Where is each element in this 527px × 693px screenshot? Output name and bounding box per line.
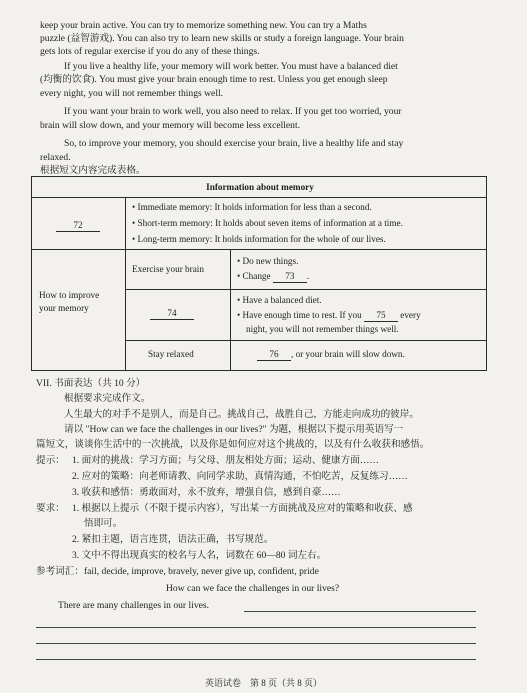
table-title: Information about memory xyxy=(206,182,314,192)
rest-row: • Have enough time to rest. If you 75 every xyxy=(237,310,421,320)
passage-line: relaxed. xyxy=(40,152,71,163)
passage-line: If you want your brain to work well, you also need to relax. If you get too worried, your xyxy=(64,106,402,117)
passage-line: If you live a healthy life, your memory will work better. You must have a balanced diet xyxy=(64,61,398,72)
answer-line[interactable] xyxy=(244,611,476,612)
hint-2: 2. 应对的策略：向老师请教、向同学求助，真情沟通，不怕吃苦，反复练习…… xyxy=(72,471,408,482)
page-footer: 英语试卷 第 8 页（共 8 页） xyxy=(204,678,322,688)
writing-prompt-1: 请以 "How can we face the challenges in our lives?" 为题，根据以下提示用英语写一 xyxy=(64,424,404,435)
passage-line: keep your brain active. You can try to memorize something new. You can try a Maths xyxy=(40,20,367,31)
requirement-label: 要求： xyxy=(36,503,65,514)
blank-72: 72 xyxy=(56,219,100,232)
essay-first-line: There are many challenges in our lives. xyxy=(58,600,210,611)
passage-line: brain will slow down, and your memory will become less excellent. xyxy=(40,120,301,131)
passage-line: gets lots of regular exercise if you do any of these things. xyxy=(40,46,260,57)
memory-type-long-term: • Long-term memory: It holds information for the whole of our lives. xyxy=(132,234,386,244)
blank-74: 74 xyxy=(150,307,194,320)
writing-intro: 人生最大的对手不是别人，而是自己。挑战自己，战胜自己，方能走向成功的彼岸。 xyxy=(64,409,419,420)
answer-line[interactable] xyxy=(36,627,476,628)
do-new-things: • Do new things. xyxy=(237,256,299,266)
answer-line[interactable] xyxy=(36,643,476,644)
passage-line: (均衡的饮食). You must give your brain enough time to rest. Unless you get enough sleep xyxy=(40,74,388,85)
requirement-1b: 悟即可。 xyxy=(84,518,123,529)
essay-title: How can we face the challenges in our lives? xyxy=(166,583,340,594)
vocabulary: 参考词汇：fail, decide, improve, bravely, never give up, confident, pride xyxy=(36,566,319,577)
rest-line-2: night, you will not remember things well. xyxy=(246,324,399,334)
memory-type-short-term: • Short-term memory: It holds about seven items of information at a time. xyxy=(132,218,403,228)
table-instruction: 根据短文内容完成表格。 xyxy=(40,165,146,176)
requirement-2: 2. 紧扣主题，语言连贯，语法正确，书写规范。 xyxy=(72,534,274,545)
hint-3: 3. 收获和感悟：勇敢面对，永不放弃，增强自信，感到自豪…… xyxy=(72,487,341,498)
passage-line: every night, you will not remember things well. xyxy=(40,88,224,99)
change-row: • Change 73 . xyxy=(237,271,310,281)
passage-line: puzzle (益智游戏). You can also try to learn new skills or study a foreign language. Your brain xyxy=(40,33,404,44)
requirement-3: 3. 文中不得出现真实的校名与人名，词数在 60—80 词左右。 xyxy=(72,550,327,561)
hint-1: 1. 面对的挑战：学习方面；与父母、朋友相处方面；运动、健康方面…… xyxy=(72,455,379,466)
requirement-1a: 1. 根据以上提示（不限于提示内容），写出某一方面挑战及应对的策略和收获、感 xyxy=(72,503,413,514)
hint-label: 提示： xyxy=(36,455,65,466)
exercise-label: Exercise your brain xyxy=(132,264,204,274)
balanced-diet: • Have a balanced diet. xyxy=(237,295,322,305)
passage-line: So, to improve your memory, you should exercise your brain, live a healthy life and stay xyxy=(64,138,404,149)
writing-prompt-2: 篇短文，谈谈你生活中的一次挑战，以及你是如何应对这个挑战的，以及有什么收获和感悟。 xyxy=(36,439,430,450)
relaxed-row: 76 , or your brain will slow down. xyxy=(257,348,405,361)
section-heading: VII. 书面表达（共 10 分） xyxy=(36,378,146,389)
writing-req: 根据要求完成作文。 xyxy=(64,393,151,404)
improve-label-2: your memory xyxy=(39,303,89,313)
memory-type-immediate: • Immediate memory: It holds information for less than a second. xyxy=(132,202,372,212)
answer-line[interactable] xyxy=(36,659,476,660)
memory-info-table xyxy=(31,176,487,371)
relaxed-label: Stay relaxed xyxy=(148,349,194,359)
improve-label-1: How to improve xyxy=(39,290,100,300)
